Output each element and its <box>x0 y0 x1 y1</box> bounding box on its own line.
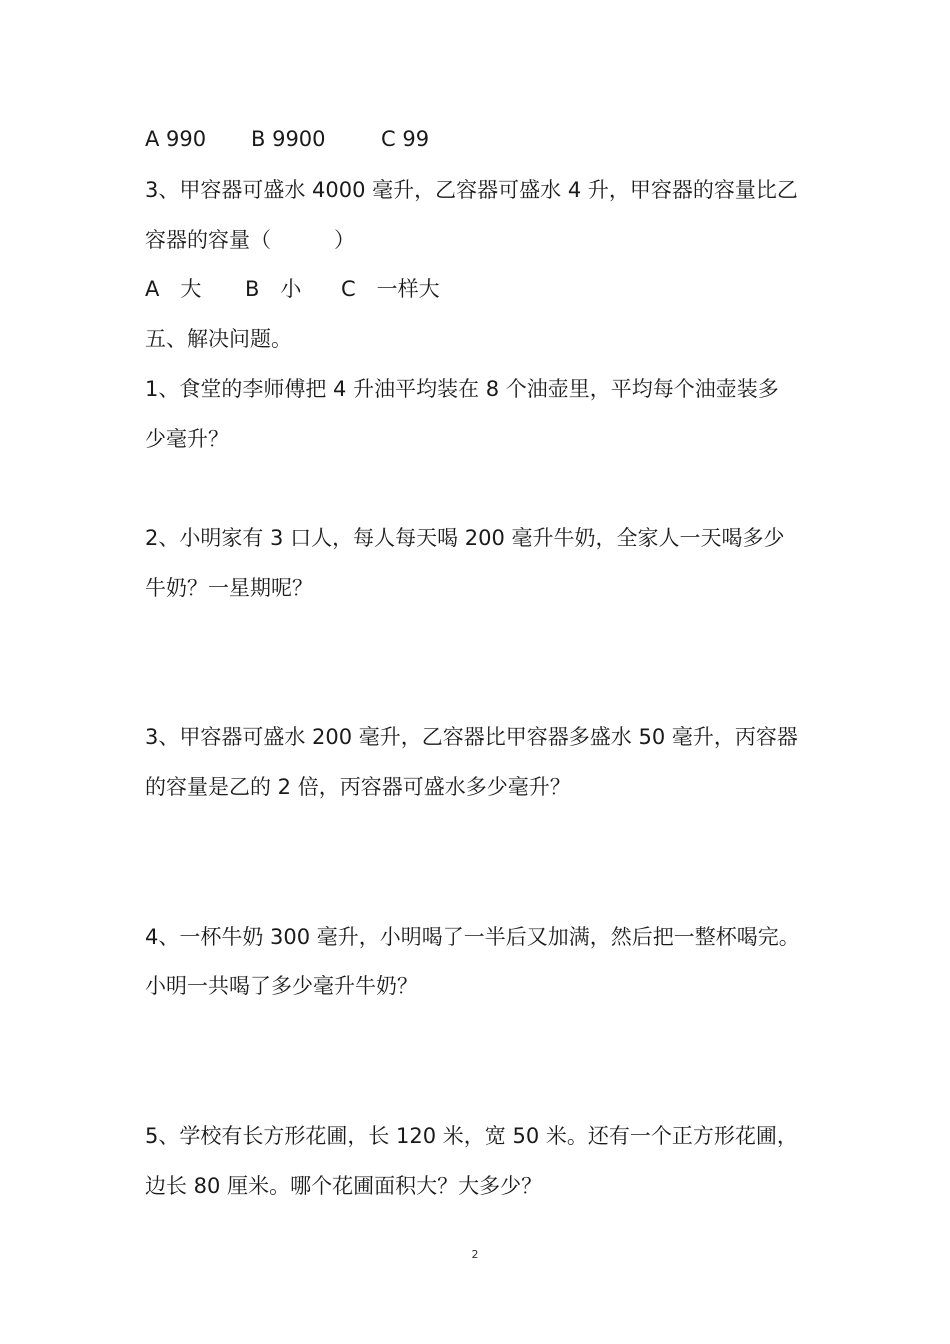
option-b: B 9900 <box>251 127 326 151</box>
option-c: C 99 <box>381 127 430 151</box>
problem-2-line2: 牛奶？一星期呢？ <box>145 576 313 600</box>
option-a: A 大 <box>145 277 202 301</box>
problem-3-line2: 的容量是乙的 2 倍，丙容器可盛水多少毫升？ <box>145 775 571 799</box>
page-number: 2 <box>471 1248 479 1261</box>
problem-4-line1: 4、一杯牛奶 300 毫升，小明喝了一半后又加满，然后把一整杯喝完。 <box>145 925 800 949</box>
problem-4-line2: 小明一共喝了多少毫升牛奶？ <box>145 974 418 998</box>
q3-line2: 容器的容量（ ） <box>145 228 355 252</box>
q3-options <box>145 274 440 304</box>
problem-2-line1: 2、小明家有 3 口人，每人每天喝 200 毫升牛奶，全家人一天喝多少 <box>145 526 785 550</box>
problem-3-line1: 3、甲容器可盛水 200 毫升，乙容器比甲容器多盛水 50 毫升，丙容器 <box>145 725 798 749</box>
option-a: A 990 <box>145 127 207 151</box>
option-b: B 小 <box>245 277 302 301</box>
problem-1-line2: 少毫升？ <box>145 427 229 451</box>
q3-line1: 3、甲容器可盛水 4000 毫升，乙容器可盛水 4 升，甲容器的容量比乙 <box>145 178 798 202</box>
q2-options <box>145 124 429 154</box>
option-c: C 一样大 <box>341 277 440 301</box>
problem-1-line1: 1、食堂的李师傅把 4 升油平均装在 8 个油壶里，平均每个油壶装多 <box>145 377 779 401</box>
section-title: 五、解决问题。 <box>145 327 292 351</box>
problem-5-line2: 边长 80 厘米。哪个花圃面积大？大多少？ <box>145 1174 543 1198</box>
problem-5-line1: 5、学校有长方形花圃，长 120 米，宽 50 米。还有一个正方形花圃， <box>145 1124 798 1148</box>
